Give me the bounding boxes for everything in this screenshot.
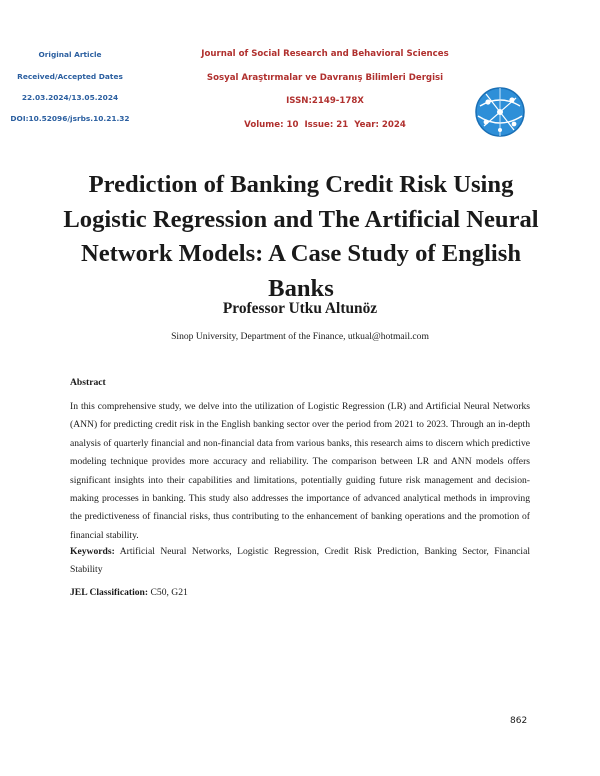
issn: ISSN:2149-178X xyxy=(286,96,364,106)
affiliation: Sinop University, Department of the Finance, utkual@hotmail.com xyxy=(171,331,429,342)
journal-name-en: Journal of Social Research and Behavioral Sciences xyxy=(201,49,449,59)
jel-label: JEL Classification: xyxy=(70,587,149,598)
dates: 22.03.2024/13.05.2024 xyxy=(21,93,119,102)
abstract-text: In this comprehensive study, we delve into the utilization of Logistic Regression (LR) and Artificial Neural Networks (ANN) for predicting credit risk in the English banking sector over the period from 2021 to 2023. Through an in-depth analysis of quarterly financial and non-financial data from various banks, this research aims to discern which predictive modeling technique provides more accuracy and reliability. The comparison between LR and ANN models offers significant insights into their capabilities and limitations, potentially guiding future risk management and decision-making processes in banking. This study also addresses the importance of advanced analytical methods in improving the predictiveness of financial risks, thus contributing to the enhancement of banking operations and the promotion of financial stability. xyxy=(70,401,530,541)
keywords-label: Keywords: xyxy=(70,546,115,557)
dates-label: Received/Accepted Dates xyxy=(17,72,123,81)
abstract-heading: Abstract xyxy=(70,377,106,388)
keywords xyxy=(70,543,530,580)
jel-classification xyxy=(70,587,188,598)
page-number: 862 xyxy=(510,716,528,726)
author: Professor Utku Altunöz xyxy=(222,300,378,317)
doi: DOI:10.52096/jsrbs.10.21.32 xyxy=(10,114,130,123)
article-type: Original Article xyxy=(38,50,102,59)
article-title: Prediction of Banking Credit Risk Using Logistic Regression and The Artificial Neural Network Models: A Case Study of English Banks xyxy=(63,171,539,302)
keywords-text: Artificial Neural Networks, Logistic Regression, Credit Risk Prediction, Banking Sector, Financial Stability xyxy=(70,546,531,576)
volume-issue-year: Volume: 10 Issue: 21 Year: 2024 xyxy=(244,120,406,130)
jel-text: C50, G21 xyxy=(150,587,188,598)
journal-name-tr: Sosyal Araştırmalar ve Davranış Bilimleri Dergisi xyxy=(206,73,444,83)
journal-logo-icon xyxy=(474,86,526,138)
